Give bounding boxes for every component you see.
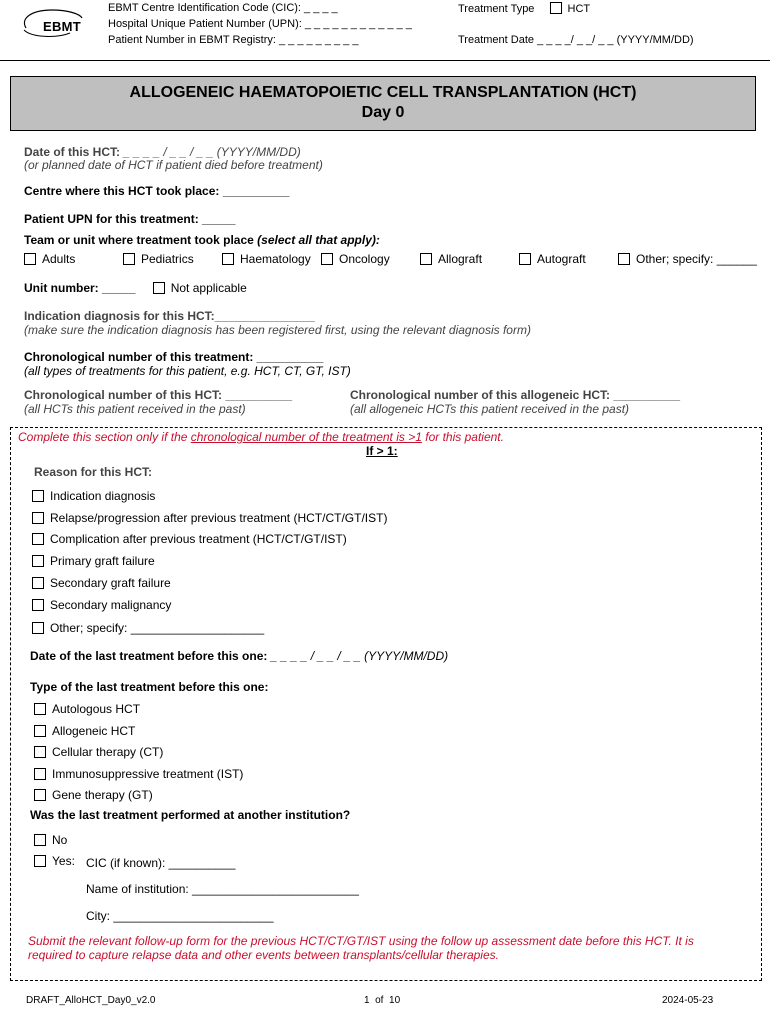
institution-no	[34, 833, 67, 847]
footer-of: of	[375, 995, 384, 1006]
title-banner	[10, 76, 756, 131]
autograft-label: Autograft	[537, 252, 586, 266]
reason-secondary-malignancy	[32, 598, 171, 612]
chrono-allo-field[interactable]: Chronological number of this allogeneic HCT: __________	[350, 388, 681, 402]
reason-secondary-malignancy-checkbox[interactable]	[32, 599, 44, 611]
logo-text: EBMT	[43, 19, 82, 34]
reason-indication-checkbox[interactable]	[32, 490, 44, 502]
footer-page-number: 1	[364, 995, 370, 1006]
reason-secondary-graft-failure	[32, 576, 171, 590]
team-option-pediatrics	[123, 252, 194, 266]
pediatrics-checkbox[interactable]	[123, 253, 135, 265]
reason-indication	[32, 489, 155, 503]
reason-complication-label: Complication after previous treatment (HCT/CT/GT/IST)	[50, 532, 347, 546]
reason-complication-checkbox[interactable]	[32, 533, 44, 545]
upn-field[interactable]: Hospital Unique Patient Number (UPN): _ _ _ _ _ _ _ _ _ _ _ _	[108, 18, 412, 30]
not-applicable-label: Not applicable	[170, 281, 247, 295]
treatment-type	[458, 2, 590, 15]
type-gene-label: Gene therapy (GT)	[52, 788, 153, 802]
date-hct-label: Date of this HCT:	[24, 145, 120, 159]
last-date-label: Date of the last treatment before this one:	[30, 649, 268, 663]
treatment-date-field[interactable]: Treatment Date _ _ _ _/ _ _/ _ _ (YYYY/MM/DD)	[458, 34, 694, 46]
type-cellular	[34, 745, 163, 759]
indication-note: (make sure the indication diagnosis has been registered first, using the relevant diagnosis form)	[24, 323, 531, 337]
chrono-hct-note: (all HCTs this patient received in the past)	[24, 402, 246, 416]
chrono-treatment-note: (all types of treatments for this patient, e.g. HCT, CT, GT, IST)	[24, 364, 351, 378]
autograft-checkbox[interactable]	[519, 253, 531, 265]
type-allogeneic	[34, 724, 135, 738]
cic-field[interactable]: EBMT Centre Identification Code (CIC): _ _ _ _	[108, 2, 338, 14]
oncology-checkbox[interactable]	[321, 253, 333, 265]
city-field[interactable]: City: ________________________	[86, 909, 274, 923]
type-ist	[34, 767, 243, 781]
other-institution-label: Was the last treatment performed at another institution?	[30, 808, 351, 822]
centre-field[interactable]: Centre where this HCT took place: __________	[24, 184, 290, 198]
haematology-checkbox[interactable]	[222, 253, 234, 265]
page-subtitle: Day 0	[361, 104, 405, 121]
section-note	[18, 430, 504, 444]
page-title: ALLOGENEIC HAEMATOPOIETIC CELL TRANSPLANTATION (HCT)	[129, 84, 637, 101]
if-greater-one-label: If > 1:	[366, 444, 398, 458]
footer-page-total: 10	[389, 995, 401, 1006]
institution-yes	[34, 854, 75, 868]
haematology-label: Haematology	[240, 252, 311, 266]
type-gene	[34, 788, 153, 802]
patient-upn-field[interactable]: Patient UPN for this treatment: _____	[24, 212, 236, 226]
type-ist-label: Immunosuppressive treatment (IST)	[52, 767, 244, 781]
type-cellular-label: Cellular therapy (CT)	[52, 745, 164, 759]
type-allogeneic-label: Allogeneic HCT	[52, 724, 136, 738]
other-team-label[interactable]: Other; specify: ______	[636, 252, 757, 266]
team-option-other	[618, 252, 757, 266]
institution-name-field[interactable]: Name of institution: _________________________	[86, 882, 359, 896]
date-hct-note: (or planned date of HCT if patient died before treatment)	[24, 158, 323, 172]
type-gene-checkbox[interactable]	[34, 789, 46, 801]
reason-secondary-graft-checkbox[interactable]	[32, 577, 44, 589]
allograft-checkbox[interactable]	[420, 253, 432, 265]
type-cellular-checkbox[interactable]	[34, 746, 46, 758]
type-allogeneic-checkbox[interactable]	[34, 725, 46, 737]
date-hct-field[interactable]: _ _ _ _ / _ _ / _ _ (YYYY/MM/DD)	[123, 145, 301, 159]
reason-label: Reason for this HCT:	[34, 465, 153, 479]
team-option-haematology	[222, 252, 311, 266]
section-note-post: for this patient.	[425, 430, 504, 444]
reason-relapse	[32, 511, 387, 525]
team-hint: (select all that apply):	[257, 233, 380, 247]
section-note-pre: Complete this section only if the	[18, 430, 188, 444]
hct-label: HCT	[567, 3, 591, 15]
team-label: Team or unit where treatment took place	[24, 233, 254, 247]
team-option-allograft	[420, 252, 482, 266]
institution-yes-label: Yes:	[52, 854, 75, 868]
adults-label: Adults	[42, 252, 76, 266]
reason-secondary-graft-label: Secondary graft failure	[50, 576, 171, 590]
chrono-treatment-field[interactable]: Chronological number of this treatment: __________	[24, 350, 324, 364]
section-note-link[interactable]: chronological number of the treatment is >1	[190, 430, 422, 444]
type-label: Type of the last treatment before this one:	[30, 680, 269, 694]
hct-checkbox[interactable]	[550, 2, 562, 14]
adults-checkbox[interactable]	[24, 253, 36, 265]
reason-primary-graft-failure	[32, 554, 155, 568]
institution-no-label: No	[52, 833, 68, 847]
oncology-label: Oncology	[339, 252, 390, 266]
reason-complication	[32, 532, 347, 546]
chrono-allo-note: (all allogeneic HCTs this patient received in the past)	[350, 402, 630, 416]
registry-number-field[interactable]: Patient Number in EBMT Registry: _ _ _ _ _ _ _ _ _	[108, 34, 359, 46]
submit-note-line2: required to capture relapse data and other events between transplants/cellular therapies.	[28, 948, 499, 962]
institution-yes-checkbox[interactable]	[34, 855, 46, 867]
ebmt-logo	[18, 6, 88, 38]
footer-pagination	[364, 995, 400, 1006]
reason-other-field[interactable]: Other; specify: ____________________	[50, 621, 265, 635]
cic-known-field[interactable]: CIC (if known): __________	[86, 856, 236, 870]
reason-secondary-malignancy-label: Secondary malignancy	[50, 598, 172, 612]
last-date-field[interactable]: _ _ _ _ / _ _ / _ _ (YYYY/MM/DD)	[270, 649, 449, 663]
reason-other-checkbox[interactable]	[32, 622, 44, 634]
team-option-autograft	[519, 252, 586, 266]
type-autologous	[34, 702, 140, 716]
reason-other	[32, 621, 264, 635]
treatment-type-label: Treatment Type	[458, 3, 535, 15]
footer-date: 2024-05-23	[662, 995, 714, 1006]
header-divider	[0, 60, 770, 61]
unit-number-field[interactable]: Unit number: _____	[24, 281, 136, 295]
pediatrics-label: Pediatrics	[141, 252, 194, 266]
type-ist-checkbox[interactable]	[34, 768, 46, 780]
not-applicable-checkbox[interactable]	[153, 282, 165, 294]
team-option-adults	[24, 252, 75, 266]
type-autologous-label: Autologous HCT	[52, 702, 141, 716]
other-team-checkbox[interactable]	[618, 253, 630, 265]
reason-primary-graft-label: Primary graft failure	[50, 554, 155, 568]
type-autologous-checkbox[interactable]	[34, 703, 46, 715]
chrono-hct-field[interactable]: Chronological number of this HCT: __________	[24, 388, 293, 402]
submit-note-line1: Submit the relevant follow-up form for the previous HCT/CT/GT/IST using the follow up assessment date before this HCT. It is	[28, 934, 694, 948]
institution-no-checkbox[interactable]	[34, 834, 46, 846]
reason-indication-label: Indication diagnosis	[50, 489, 156, 503]
reason-relapse-label: Relapse/progression after previous treatment (HCT/CT/GT/IST)	[50, 511, 388, 525]
indication-field[interactable]: Indication diagnosis for this HCT:_______________	[24, 309, 315, 323]
reason-relapse-checkbox[interactable]	[32, 512, 44, 524]
team-option-oncology	[321, 252, 390, 266]
reason-primary-graft-checkbox[interactable]	[32, 555, 44, 567]
footer-doc-id: DRAFT_AlloHCT_Day0_v2.0	[26, 995, 156, 1006]
allograft-label: Allograft	[438, 252, 483, 266]
